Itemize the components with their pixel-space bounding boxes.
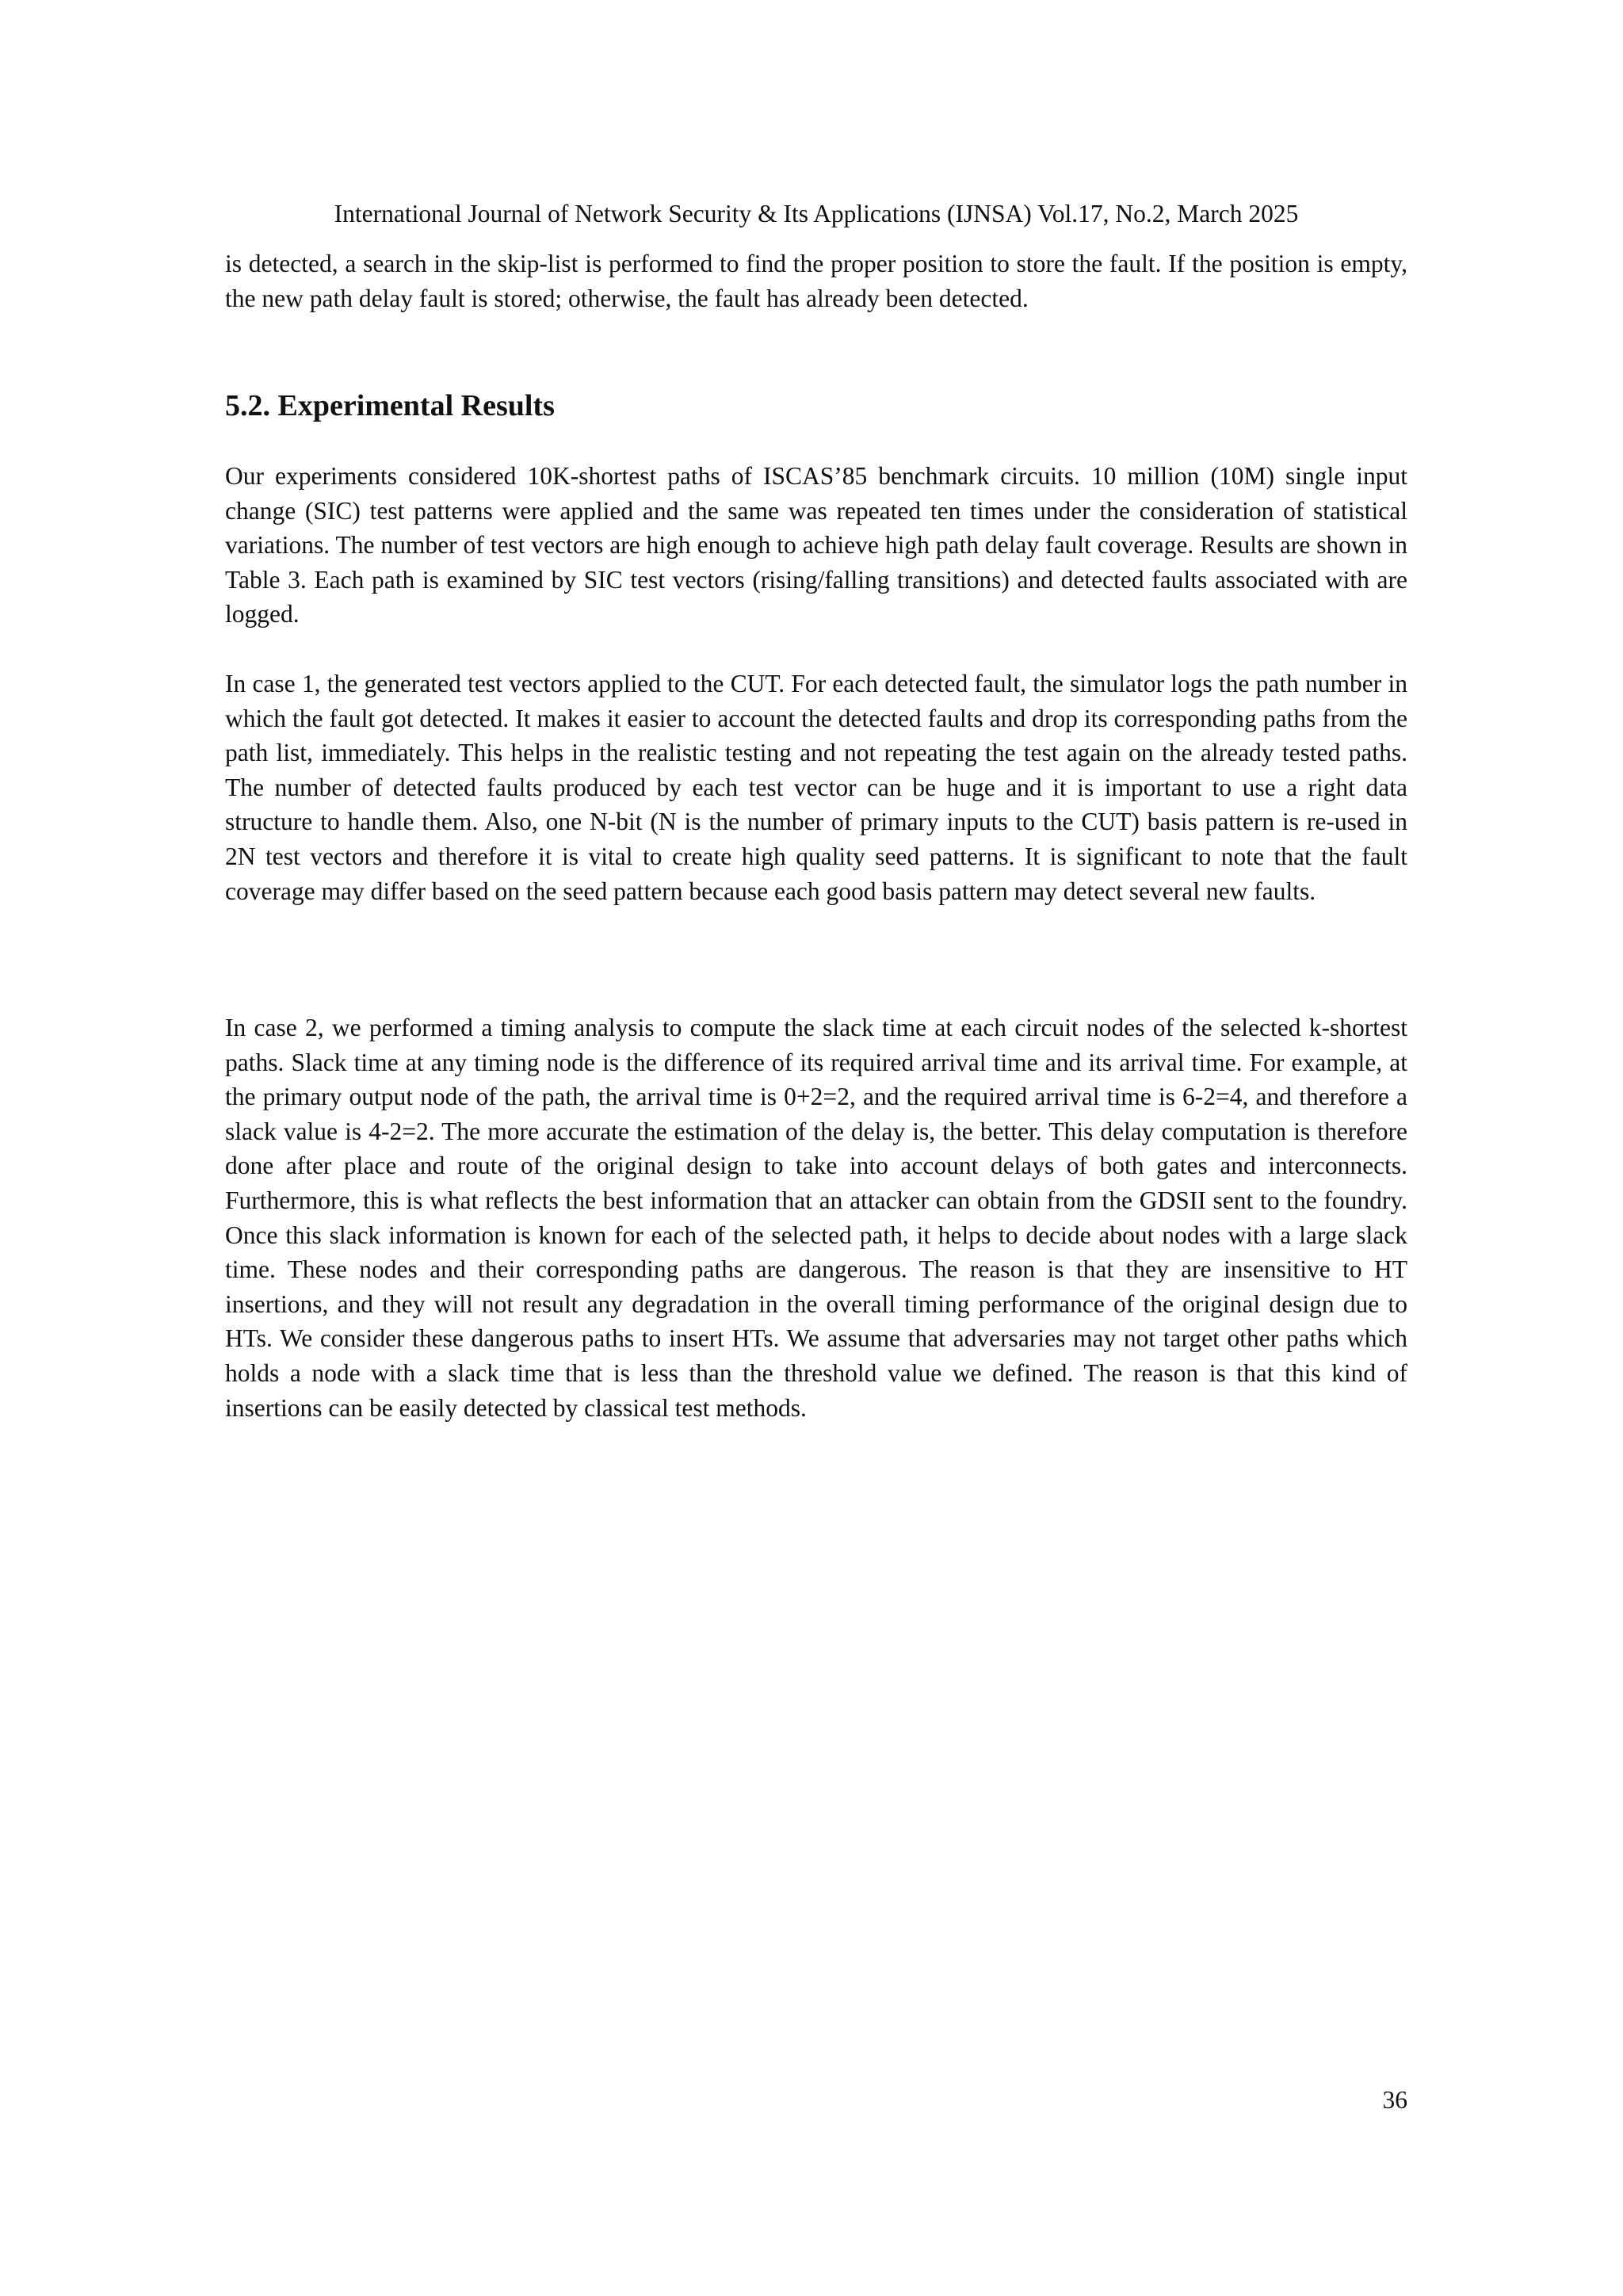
running-header: International Journal of Network Security & Its Applications (IJNSA) Vol.17, No.2, March 2025 [334,200,1299,227]
paragraph-experiments: Our experiments considered 10K-shortest paths of ISCAS’85 benchmark circuits. 10 million (10M) single input change (SIC) test patterns were applied and the same was repeated ten times under the consideration of statistical variations. The number of test vectors are high enough to achieve high path delay fault coverage. Results are shown in Table 3. Each path is examined by SIC test vectors (rising/falling transitions) and detected faults associated with are logged. [225,462,1407,628]
section-heading: 5.2. Experimental Results [225,389,555,422]
paragraph-case-2: In case 2, we performed a timing analysis to compute the slack time at each circuit nodes of the selected k-shortest paths. Slack time at any timing node is the difference of its required arrival time and its arrival time. For example, at the primary output node of the path, the arrival time is 0+2=2, and the required arrival time is 6-2=4, and therefore a slack value is 4-2=2. The more accurate the estimation of the delay is, the better. This delay computation is therefore done after place and route of the original design to take into account delays of both gates and interconnects. Furthermore, this is what reflects the best information that an attacker can obtain from the GDSII sent to the foundry. Once this slack information is known for each of the selected path, it helps to decide about nodes with a large slack time. These nodes and their corresponding paths are dangerous. The reason is that they are insensitive to HT insertions, and they will not result any degradation in the overall timing performance of the original design due to HTs. We consider these dangerous paths to insert HTs. We assume that adversaries may not target other paths which holds a node with a slack time that is less than the threshold value we defined. The reason is that this kind of insertions can be easily detected by classical test methods. [225,1014,1407,1422]
page-number: 36 [1382,2086,1407,2114]
paragraph-continued: is detected, a search in the skip-list is performed to find the proper position to store the fault. If the position is empty, the new path delay fault is stored; otherwise, the fault has already been detected. [225,250,1407,312]
paragraph-case-1: In case 1, the generated test vectors applied to the CUT. For each detected fault, the simulator logs the path number in which the fault got detected. It makes it easier to account the detected faults and drop its corresponding paths from the path list, immediately. This helps in the realistic testing and not repeating the test again on the already tested paths. The number of detected faults produced by each test vector can be huge and it is important to use a right data structure to handle them. Also, one N-bit (N is the number of primary inputs to the CUT) basis pattern is re-used in 2N test vectors and therefore it is vital to create high quality seed patterns. It is significant to note that the fault coverage may differ based on the seed pattern because each good basis pattern may detect several new faults. [225,670,1407,905]
